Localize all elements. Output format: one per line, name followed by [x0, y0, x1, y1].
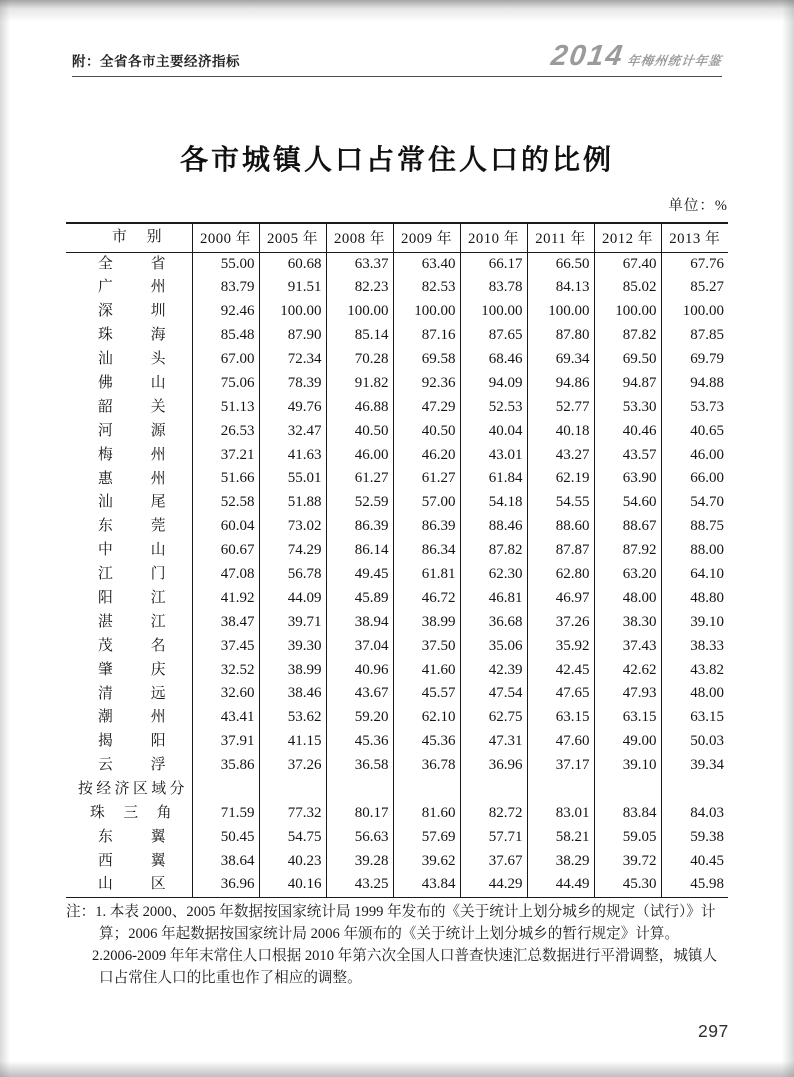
value-cell: 47.08	[192, 563, 259, 587]
value-cell: 43.57	[594, 443, 661, 467]
value-cell: 37.17	[527, 754, 594, 778]
value-cell: 100.00	[594, 300, 661, 324]
table-row	[66, 563, 728, 587]
value-cell: 36.78	[393, 754, 460, 778]
value-cell	[661, 778, 728, 802]
value-cell: 40.96	[326, 658, 393, 682]
table-row	[66, 419, 728, 443]
value-cell: 69.34	[527, 348, 594, 372]
value-cell: 81.60	[393, 801, 460, 825]
urban-population-ratio-table	[66, 222, 728, 898]
value-cell	[527, 778, 594, 802]
value-cell: 63.15	[594, 706, 661, 730]
value-cell: 39.10	[594, 754, 661, 778]
table-row	[66, 682, 728, 706]
value-cell: 53.30	[594, 395, 661, 419]
page-edge-top	[0, 0, 794, 22]
value-cell: 69.58	[393, 348, 460, 372]
statistics-table-wrapper	[66, 222, 728, 898]
value-cell: 88.67	[594, 515, 661, 539]
value-cell: 78.39	[259, 371, 326, 395]
value-cell: 37.91	[192, 730, 259, 754]
value-cell: 67.76	[661, 252, 728, 276]
value-cell: 82.72	[460, 801, 527, 825]
row-label: 茂 名	[98, 637, 166, 654]
value-cell: 37.45	[192, 634, 259, 658]
value-cell: 38.64	[192, 849, 259, 873]
value-cell: 87.82	[460, 539, 527, 563]
value-cell: 63.20	[594, 563, 661, 587]
column-header-year: 2008 年	[326, 223, 393, 252]
value-cell: 83.78	[460, 276, 527, 300]
value-cell: 38.46	[259, 682, 326, 706]
value-cell: 60.68	[259, 252, 326, 276]
value-cell: 52.77	[527, 395, 594, 419]
value-cell: 61.27	[326, 467, 393, 491]
value-cell: 57.71	[460, 825, 527, 849]
value-cell: 83.01	[527, 801, 594, 825]
value-cell: 80.17	[326, 801, 393, 825]
value-cell: 88.75	[661, 515, 728, 539]
value-cell: 87.85	[661, 324, 728, 348]
row-label: 潮 州	[98, 709, 166, 726]
table-group-row	[66, 778, 728, 802]
value-cell: 43.27	[527, 443, 594, 467]
value-cell: 46.88	[326, 395, 393, 419]
value-cell: 61.84	[460, 467, 527, 491]
value-cell: 37.26	[259, 754, 326, 778]
value-cell: 54.60	[594, 491, 661, 515]
table-row	[66, 443, 728, 467]
value-cell: 87.92	[594, 539, 661, 563]
value-cell: 91.51	[259, 276, 326, 300]
value-cell: 48.80	[661, 586, 728, 610]
value-cell: 37.43	[594, 634, 661, 658]
row-label: 阳 江	[98, 590, 166, 607]
row-label: 西 翼	[98, 852, 166, 869]
value-cell: 32.60	[192, 682, 259, 706]
value-cell: 50.03	[661, 730, 728, 754]
column-header-year: 2000 年	[192, 223, 259, 252]
yearbook-logo	[549, 42, 725, 76]
value-cell: 69.79	[661, 348, 728, 372]
row-label: 广 州	[98, 279, 166, 296]
value-cell: 52.59	[326, 491, 393, 515]
value-cell: 46.72	[393, 586, 460, 610]
value-cell: 51.13	[192, 395, 259, 419]
value-cell: 57.69	[393, 825, 460, 849]
value-cell: 100.00	[326, 300, 393, 324]
value-cell: 54.70	[661, 491, 728, 515]
running-header	[72, 40, 723, 77]
value-cell: 77.32	[259, 801, 326, 825]
value-cell: 26.53	[192, 419, 259, 443]
value-cell: 72.34	[259, 348, 326, 372]
value-cell: 70.28	[326, 348, 393, 372]
row-label: 惠 州	[98, 470, 166, 487]
value-cell: 45.36	[393, 730, 460, 754]
table-row	[66, 467, 728, 491]
value-cell: 46.97	[527, 586, 594, 610]
value-cell: 42.45	[527, 658, 594, 682]
value-cell: 87.90	[259, 324, 326, 348]
row-label: 东 翼	[98, 828, 166, 845]
value-cell: 38.94	[326, 610, 393, 634]
value-cell: 39.71	[259, 610, 326, 634]
value-cell: 63.40	[393, 252, 460, 276]
value-cell: 86.39	[326, 515, 393, 539]
value-cell: 38.30	[594, 610, 661, 634]
value-cell: 36.96	[460, 754, 527, 778]
table-row	[66, 371, 728, 395]
value-cell	[594, 778, 661, 802]
row-label: 山 区	[98, 876, 166, 893]
column-header-year: 2005 年	[259, 223, 326, 252]
value-cell: 37.50	[393, 634, 460, 658]
value-cell: 45.30	[594, 873, 661, 897]
value-cell: 88.60	[527, 515, 594, 539]
value-cell: 38.29	[527, 849, 594, 873]
value-cell: 42.62	[594, 658, 661, 682]
value-cell: 47.93	[594, 682, 661, 706]
value-cell: 45.89	[326, 586, 393, 610]
value-cell: 59.38	[661, 825, 728, 849]
value-cell: 38.33	[661, 634, 728, 658]
value-cell: 39.30	[259, 634, 326, 658]
value-cell: 56.63	[326, 825, 393, 849]
value-cell: 94.09	[460, 371, 527, 395]
value-cell: 40.46	[594, 419, 661, 443]
table-row	[66, 276, 728, 300]
table-row	[66, 348, 728, 372]
value-cell: 43.84	[393, 873, 460, 897]
value-cell: 92.36	[393, 371, 460, 395]
value-cell	[326, 778, 393, 802]
row-label: 东 莞	[98, 518, 166, 535]
table-row	[66, 300, 728, 324]
value-cell: 32.47	[259, 419, 326, 443]
row-label: 江 门	[98, 566, 166, 583]
column-header-year: 2009 年	[393, 223, 460, 252]
yearbook-logo-suffix: 年梅州统计年鉴	[626, 54, 723, 68]
value-cell: 63.90	[594, 467, 661, 491]
value-cell: 94.87	[594, 371, 661, 395]
value-cell: 74.29	[259, 539, 326, 563]
value-cell: 87.65	[460, 324, 527, 348]
value-cell: 49.00	[594, 730, 661, 754]
row-label: 汕 尾	[98, 494, 166, 511]
value-cell: 40.16	[259, 873, 326, 897]
value-cell: 61.27	[393, 467, 460, 491]
footnotes	[66, 901, 730, 989]
value-cell: 66.17	[460, 252, 527, 276]
value-cell: 66.50	[527, 252, 594, 276]
footnote-1: 注：1. 本表 2000、2005 年数据按国家统计局 1999 年发布的《关于统计上划分城乡的规定（试行）》计算；2006 年起数据按国家统计局 2006 年颁布的《关于统计上划分城乡的暂行规定》计算。	[66, 904, 716, 942]
row-label: 珠 三 角	[90, 805, 172, 822]
table-row	[66, 730, 728, 754]
value-cell	[192, 778, 259, 802]
value-cell: 43.25	[326, 873, 393, 897]
value-cell: 46.20	[393, 443, 460, 467]
value-cell: 67.40	[594, 252, 661, 276]
value-cell: 49.45	[326, 563, 393, 587]
value-cell: 44.49	[527, 873, 594, 897]
value-cell: 48.00	[661, 682, 728, 706]
value-cell: 60.67	[192, 539, 259, 563]
table-row	[66, 395, 728, 419]
value-cell: 88.46	[460, 515, 527, 539]
value-cell: 100.00	[661, 300, 728, 324]
value-cell: 39.34	[661, 754, 728, 778]
table-body	[66, 252, 728, 897]
value-cell: 41.63	[259, 443, 326, 467]
value-cell: 59.20	[326, 706, 393, 730]
value-cell: 37.26	[527, 610, 594, 634]
value-cell: 84.13	[527, 276, 594, 300]
value-cell: 37.04	[326, 634, 393, 658]
value-cell: 41.92	[192, 586, 259, 610]
column-header-year: 2013 年	[661, 223, 728, 252]
value-cell: 71.59	[192, 801, 259, 825]
value-cell: 48.00	[594, 586, 661, 610]
value-cell: 87.82	[594, 324, 661, 348]
value-cell: 39.10	[661, 610, 728, 634]
value-cell: 54.18	[460, 491, 527, 515]
page-edge-bottom	[0, 1061, 794, 1077]
value-cell: 43.01	[460, 443, 527, 467]
value-cell: 46.00	[661, 443, 728, 467]
row-label: 梅 州	[98, 446, 166, 463]
row-label: 河 源	[98, 422, 166, 439]
value-cell: 40.04	[460, 419, 527, 443]
value-cell: 47.60	[527, 730, 594, 754]
value-cell: 64.10	[661, 563, 728, 587]
value-cell: 58.21	[527, 825, 594, 849]
row-label: 全 省	[98, 255, 166, 272]
value-cell: 38.47	[192, 610, 259, 634]
value-cell: 52.58	[192, 491, 259, 515]
row-label: 云 浮	[98, 757, 166, 774]
table-row	[66, 324, 728, 348]
value-cell: 66.00	[661, 467, 728, 491]
value-cell: 43.41	[192, 706, 259, 730]
column-header-city: 市 别	[112, 229, 162, 246]
value-cell: 36.58	[326, 754, 393, 778]
value-cell	[259, 778, 326, 802]
value-cell: 87.87	[527, 539, 594, 563]
row-label: 按 经 济 区 域 分	[78, 781, 185, 798]
value-cell: 73.02	[259, 515, 326, 539]
value-cell: 85.27	[661, 276, 728, 300]
value-cell: 47.29	[393, 395, 460, 419]
value-cell: 40.65	[661, 419, 728, 443]
value-cell: 94.86	[527, 371, 594, 395]
value-cell: 36.96	[192, 873, 259, 897]
value-cell: 88.00	[661, 539, 728, 563]
table-row	[66, 610, 728, 634]
value-cell: 83.84	[594, 801, 661, 825]
value-cell: 83.79	[192, 276, 259, 300]
value-cell: 40.18	[527, 419, 594, 443]
value-cell: 62.75	[460, 706, 527, 730]
value-cell: 49.76	[259, 395, 326, 419]
value-cell: 60.04	[192, 515, 259, 539]
value-cell: 85.14	[326, 324, 393, 348]
value-cell: 63.15	[527, 706, 594, 730]
value-cell: 35.92	[527, 634, 594, 658]
table-row	[66, 825, 728, 849]
page-number: 297	[698, 1021, 729, 1041]
value-cell: 62.19	[527, 467, 594, 491]
table-row	[66, 873, 728, 897]
value-cell: 75.06	[192, 371, 259, 395]
table-head	[66, 223, 728, 252]
value-cell: 63.37	[326, 252, 393, 276]
table-row	[66, 849, 728, 873]
value-cell: 61.81	[393, 563, 460, 587]
value-cell: 44.09	[259, 586, 326, 610]
value-cell: 46.81	[460, 586, 527, 610]
value-cell: 69.50	[594, 348, 661, 372]
value-cell: 100.00	[259, 300, 326, 324]
value-cell: 55.01	[259, 467, 326, 491]
value-cell: 87.16	[393, 324, 460, 348]
running-header-title: 附：全省各市主要经济指标	[72, 54, 240, 69]
value-cell: 45.36	[326, 730, 393, 754]
value-cell	[460, 778, 527, 802]
value-cell: 91.82	[326, 371, 393, 395]
value-cell: 92.46	[192, 300, 259, 324]
value-cell: 39.28	[326, 849, 393, 873]
value-cell: 86.14	[326, 539, 393, 563]
value-cell: 36.68	[460, 610, 527, 634]
value-cell: 55.00	[192, 252, 259, 276]
value-cell: 82.53	[393, 276, 460, 300]
value-cell: 82.23	[326, 276, 393, 300]
value-cell: 37.21	[192, 443, 259, 467]
unit-label: 单位：%	[668, 198, 728, 214]
value-cell: 94.88	[661, 371, 728, 395]
row-label: 湛 江	[98, 613, 166, 630]
value-cell: 85.02	[594, 276, 661, 300]
column-header-year: 2010 年	[460, 223, 527, 252]
table-row	[66, 634, 728, 658]
value-cell: 85.48	[192, 324, 259, 348]
value-cell: 87.80	[527, 324, 594, 348]
value-cell: 35.06	[460, 634, 527, 658]
value-cell: 41.15	[259, 730, 326, 754]
value-cell: 42.39	[460, 658, 527, 682]
column-header-year: 2012 年	[594, 223, 661, 252]
value-cell: 57.00	[393, 491, 460, 515]
value-cell: 47.54	[460, 682, 527, 706]
row-label: 中 山	[98, 542, 166, 559]
table-header-row	[66, 223, 728, 252]
row-label: 佛 山	[98, 375, 166, 391]
value-cell: 53.73	[661, 395, 728, 419]
value-cell: 62.80	[527, 563, 594, 587]
value-cell: 45.98	[661, 873, 728, 897]
table-row	[66, 754, 728, 778]
value-cell: 56.78	[259, 563, 326, 587]
value-cell: 84.03	[661, 801, 728, 825]
row-label: 揭 阳	[98, 733, 166, 750]
value-cell: 100.00	[527, 300, 594, 324]
value-cell: 53.62	[259, 706, 326, 730]
table-row	[66, 801, 728, 825]
value-cell: 51.66	[192, 467, 259, 491]
table-row	[66, 586, 728, 610]
row-label: 肇 庆	[98, 661, 166, 678]
value-cell: 38.99	[259, 658, 326, 682]
value-cell: 41.60	[393, 658, 460, 682]
value-cell: 45.57	[393, 682, 460, 706]
value-cell: 37.67	[460, 849, 527, 873]
value-cell: 32.52	[192, 658, 259, 682]
row-label: 汕 头	[98, 351, 166, 368]
value-cell: 100.00	[460, 300, 527, 324]
value-cell: 51.88	[259, 491, 326, 515]
value-cell: 54.55	[527, 491, 594, 515]
page-title: 各市城镇人口占常住人口的比例	[179, 145, 614, 176]
table-row	[66, 252, 728, 276]
value-cell: 44.29	[460, 873, 527, 897]
value-cell: 86.39	[393, 515, 460, 539]
table-row	[66, 515, 728, 539]
value-cell: 47.65	[527, 682, 594, 706]
table-row	[66, 706, 728, 730]
value-cell: 67.00	[192, 348, 259, 372]
value-cell: 62.30	[460, 563, 527, 587]
footnote-2: 2.2006-2009 年年末常住人口根据 2010 年第六次全国人口普查快速汇总数据进行平滑调整，城镇人口占常住人口的比重也作了相应的调整。	[92, 948, 718, 986]
value-cell: 63.15	[661, 706, 728, 730]
value-cell: 50.45	[192, 825, 259, 849]
value-cell: 40.50	[393, 419, 460, 443]
value-cell: 35.86	[192, 754, 259, 778]
value-cell: 40.23	[259, 849, 326, 873]
row-label: 珠 海	[98, 327, 166, 344]
table-row	[66, 658, 728, 682]
value-cell: 43.67	[326, 682, 393, 706]
value-cell: 46.00	[326, 443, 393, 467]
value-cell: 62.10	[393, 706, 460, 730]
table-row	[66, 491, 728, 515]
row-label: 韶 关	[98, 398, 166, 415]
value-cell: 100.00	[393, 300, 460, 324]
value-cell: 59.05	[594, 825, 661, 849]
value-cell: 40.50	[326, 419, 393, 443]
value-cell: 43.82	[661, 658, 728, 682]
row-label: 深 圳	[98, 303, 166, 320]
table-row	[66, 539, 728, 563]
row-label: 清 远	[98, 685, 166, 702]
value-cell: 40.45	[661, 849, 728, 873]
value-cell: 39.72	[594, 849, 661, 873]
value-cell: 52.53	[460, 395, 527, 419]
value-cell: 54.75	[259, 825, 326, 849]
value-cell: 39.62	[393, 849, 460, 873]
yearbook-logo-year: 2014	[549, 40, 627, 72]
column-header-year: 2011 年	[527, 223, 594, 252]
value-cell: 47.31	[460, 730, 527, 754]
value-cell	[393, 778, 460, 802]
value-cell: 68.46	[460, 348, 527, 372]
value-cell: 86.34	[393, 539, 460, 563]
value-cell: 38.99	[393, 610, 460, 634]
